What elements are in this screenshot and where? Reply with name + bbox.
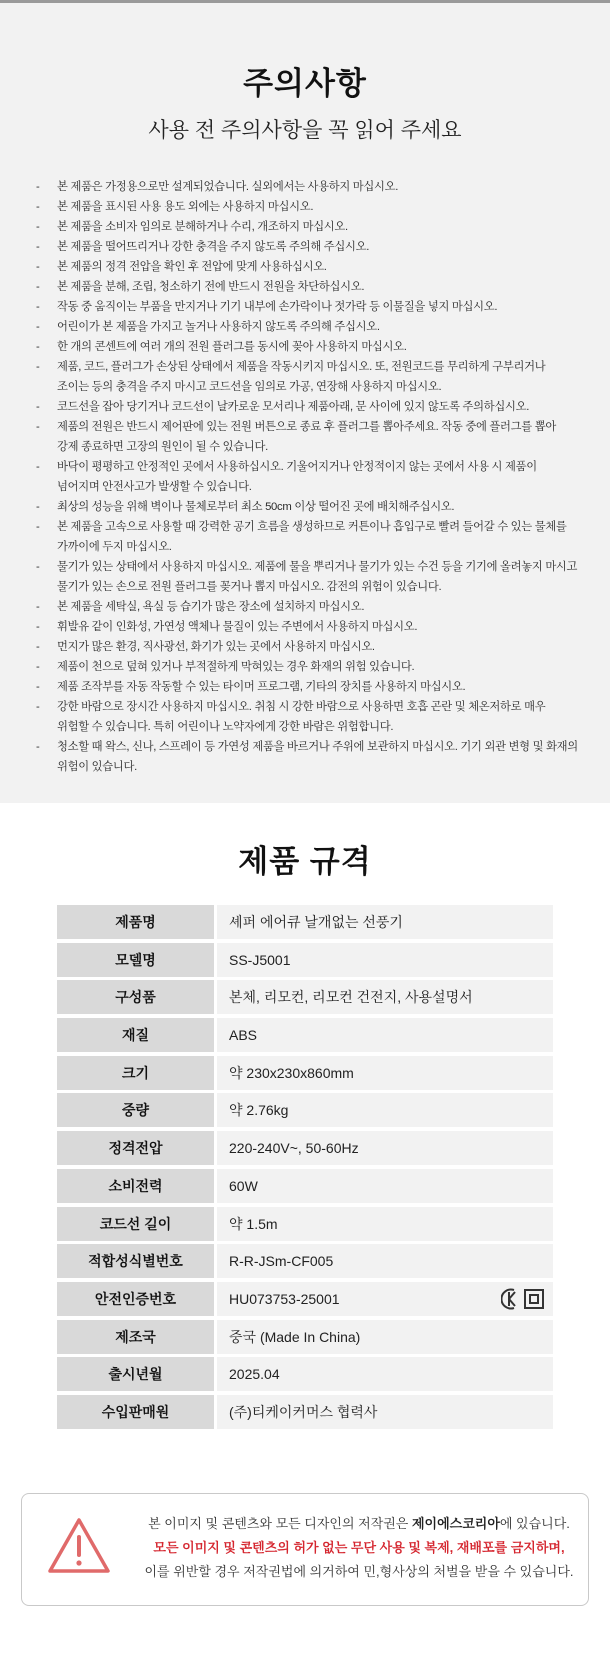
spec-value-text: 본체, 리모컨, 리모컨 건전지, 사용설명서: [229, 989, 473, 1006]
caution-item-text: 최상의 성능을 위해 벽이나 물체로부터 최소 50cm 이상 떨어진 곳에 배치해주십시오.: [57, 501, 455, 513]
spec-value: [217, 1093, 553, 1127]
spec-value-text: 220-240V~, 50-60Hz: [229, 1140, 359, 1157]
caution-bullet: -: [36, 241, 40, 253]
spec-value-text: 약 2.76kg: [229, 1102, 289, 1119]
spec-row: [57, 1169, 553, 1203]
caution-bullet: -: [36, 301, 40, 313]
spec-row: [57, 905, 553, 939]
caution-bullet: -: [36, 321, 40, 333]
spec-label: 적합성식별번호: [57, 1244, 214, 1278]
caution-item-text: 본 제품을 표시된 사용 용도 외에는 사용하지 마십시오.: [57, 201, 314, 213]
caution-item: [36, 337, 581, 357]
caution-bullet: -: [36, 361, 40, 373]
caution-item-text: 제품의 전원은 반드시 제어판에 있는 전원 버튼으로 종료 후 플러그를 뽑아주세요. 작동 중에 플러그를 뽑아 강제 종료하면 고장의 원인이 될 수 있습니다.: [57, 421, 556, 453]
spec-label: 중량: [57, 1093, 214, 1127]
caution-title: 주의사항: [243, 66, 367, 101]
caution-item: [36, 497, 581, 517]
spec-value: [217, 943, 553, 977]
caution-item-text: 코드선을 잡아 당기거나 코드선이 날카로운 모서리나 제품아래, 문 사이에 있지 않도록 주의하십시오.: [57, 401, 530, 413]
caution-bullet: -: [36, 281, 40, 293]
copyright-holder: 제이에스코리아: [411, 1516, 500, 1531]
caution-item: [36, 637, 581, 657]
spec-value: [217, 1395, 553, 1429]
spec-label: 재질: [57, 1018, 214, 1052]
spec-label: 모델명: [57, 943, 214, 977]
spec-label: 정격전압: [57, 1131, 214, 1165]
caution-item-text: 본 제품을 고속으로 사용할 때 강력한 공기 흐름을 생성하므로 커튼이나 흡입구로 빨려 들어갈 수 있는 물체를 가까이에 두지 마십시오.: [57, 521, 567, 553]
spec-value-text: 중국 (Made In China): [229, 1328, 361, 1345]
spec-value: [217, 1320, 553, 1354]
caution-bullet: -: [36, 501, 40, 513]
notice-line-3: 이를 위반할 경우 저작권법에 의거하여 민,형사상의 처벌을 받을 수 있습니다.: [144, 1564, 574, 1579]
caution-bullet: -: [36, 201, 40, 213]
caution-bullet: -: [36, 421, 40, 433]
spec-label: 제품명: [57, 905, 214, 939]
spec-value: [217, 1282, 553, 1316]
caution-list: [36, 177, 581, 777]
caution-bullet: -: [36, 621, 40, 633]
caution-item: [36, 297, 581, 317]
spec-row: [57, 1207, 553, 1241]
spec-value: [217, 1056, 553, 1090]
caution-bullet: -: [36, 181, 40, 193]
caution-item: [36, 397, 581, 417]
caution-item-text: 본 제품을 분해, 조립, 청소하기 전에 반드시 전원을 차단하십시오.: [57, 281, 365, 293]
caution-item-text: 제품 조작부를 자동 작동할 수 있는 타이머 프로그램, 기타의 장치를 사용하지 마십시오.: [57, 681, 466, 693]
caution-bullet: -: [36, 601, 40, 613]
spec-label: 제조국: [57, 1320, 214, 1354]
spec-row: [57, 1018, 553, 1052]
spec-row: [57, 1282, 553, 1316]
caution-bullet: -: [36, 661, 40, 673]
spec-row: [57, 1357, 553, 1391]
spec-value-text: 약 230x230x860mm: [229, 1064, 354, 1081]
caution-bullet: -: [36, 341, 40, 353]
caution-item: [36, 597, 581, 617]
caution-item: [36, 257, 581, 277]
spec-label: 안전인증번호: [57, 1282, 214, 1316]
spec-label: 수입판매원: [57, 1395, 214, 1429]
copyright-notice: [21, 1493, 589, 1606]
spec-row: [57, 1131, 553, 1165]
caution-item-text: 어린이가 본 제품을 가지고 놀거나 사용하지 않도록 주의해 주십시오.: [57, 321, 380, 333]
spec-value: [217, 1244, 553, 1278]
notice-line-1-part-c: 에 있습니다.: [499, 1516, 570, 1531]
caution-item: [36, 737, 581, 777]
spec-row: [57, 943, 553, 977]
spec-title: 제품 규격: [238, 844, 372, 879]
spec-row: [57, 1056, 553, 1090]
spec-row: [57, 1320, 553, 1354]
caution-item: [36, 317, 581, 337]
spec-label: 코드선 길이: [57, 1207, 214, 1241]
spec-label: 소비전력: [57, 1169, 214, 1203]
caution-item-text: 작동 중 움직이는 부품을 만지거나 기기 내부에 손가락이나 젓가락 등 이물질을 넣지 마십시오.: [57, 301, 498, 313]
spec-label: 출시년월: [57, 1357, 214, 1391]
caution-item-text: 본 제품의 정격 전압을 확인 후 전압에 맞게 사용하십시오.: [57, 261, 327, 273]
spec-table: [57, 905, 553, 1433]
spec-value-text: (주)티케이커머스 협력사: [229, 1403, 378, 1420]
caution-item-text: 바닥이 평평하고 안정적인 곳에서 사용하십시오. 기울어지거나 안정적이지 않는 곳에서 사용 시 제품이 넘어지며 안전사고가 발생할 수 있습니다.: [57, 461, 537, 493]
caution-item: [36, 197, 581, 217]
spec-value: [217, 1169, 553, 1203]
caution-bullet: -: [36, 641, 40, 653]
caution-item: [36, 657, 581, 677]
caution-item-text: 본 제품을 소비자 임의로 분해하거나 수리, 개조하지 마십시오.: [57, 221, 348, 233]
spec-value-text: 약 1.5m: [229, 1215, 278, 1232]
notice-line-2: 모든 이미지 및 콘텐츠의 허가 없는 무단 사용 및 복제, 재배포를 금지하며,: [153, 1540, 565, 1555]
caution-item-text: 본 제품을 떨어뜨리거나 강한 충격을 주지 않도록 주의해 주십시오.: [57, 241, 370, 253]
caution-item-text: 휘발유 같이 인화성, 가연성 액체나 물질이 있는 주변에서 사용하지 마십시오.: [57, 621, 418, 633]
caution-item: [36, 417, 581, 457]
caution-subtitle: 사용 전 주의사항을 꼭 읽어 주세요: [148, 119, 462, 142]
spec-value: [217, 1207, 553, 1241]
caution-item-text: 강한 바람으로 장시간 사용하지 마십시오. 취침 시 강한 바람으로 사용하면 호흡 곤란 및 체온저하로 매우 위험할 수 있습니다. 특히 어린이나 노약자에게 강한 바람은 위험합니다.: [57, 701, 546, 733]
caution-item-text: 제품이 천으로 덮혀 있거나 부적절하게 막혀있는 경우 화재의 위험 있습니다.: [57, 661, 415, 673]
caution-bullet: -: [36, 461, 40, 473]
warning-triangle-icon: [46, 1516, 112, 1576]
spec-row: [57, 1093, 553, 1127]
caution-item-text: 본 제품은 가정용으로만 설계되었습니다. 실외에서는 사용하지 마십시오.: [57, 181, 399, 193]
caution-item: [36, 217, 581, 237]
spec-value: [217, 1357, 553, 1391]
notice-line-1-part-a: 본 이미지 및 콘텐츠와 모든 디자인의 저작권은: [148, 1516, 412, 1531]
spec-value-text: HU073753-25001: [229, 1290, 340, 1307]
caution-bullet: -: [36, 681, 40, 693]
spec-value-text: 셰퍼 에어큐 날개없는 선풍기: [229, 914, 403, 930]
spec-label: 크기: [57, 1056, 214, 1090]
spec-value: [217, 905, 553, 939]
caution-item: [36, 357, 581, 397]
spec-value-text: 2025.04: [229, 1366, 280, 1383]
caution-section: [0, 3, 610, 803]
spec-value: [217, 1131, 553, 1165]
caution-bullet: -: [36, 561, 40, 573]
spec-value-text: 60W: [229, 1177, 258, 1194]
caution-bullet: -: [36, 261, 40, 273]
caution-item: [36, 617, 581, 637]
caution-item-text: 한 개의 콘센트에 여러 개의 전원 플러그를 동시에 꽂아 사용하지 마십시오.: [57, 341, 407, 353]
spec-value-text: SS-J5001: [229, 951, 291, 968]
caution-item: [36, 457, 581, 497]
spec-value-text: ABS: [229, 1027, 258, 1044]
caution-item-text: 청소할 때 왁스, 신나, 스프레이 등 가연성 제품을 바르거나 주위에 보관하지 마십시오. 기기 외관 변형 및 화재의 위험이 있습니다.: [57, 741, 578, 773]
caution-item: [36, 277, 581, 297]
caution-bullet: -: [36, 221, 40, 233]
caution-item: [36, 177, 581, 197]
caution-bullet: -: [36, 741, 40, 753]
spec-value: [217, 1018, 553, 1052]
notice-text: [139, 1512, 579, 1584]
spec-label: 구성품: [57, 980, 214, 1014]
spec-value-text: R-R-JSm-CF005: [229, 1253, 334, 1270]
spec-row: [57, 980, 553, 1014]
caution-item-text: 물기가 있는 상태에서 사용하지 마십시오. 제품에 물을 뿌리거나 물기가 있는 수건 등을 기기에 올려놓지 마시고 물기가 있는 손으로 전원 플러그를 꽂거나 뽑지 마십시오. 감전의 위험이 있습니다.: [57, 561, 578, 593]
spec-row: [57, 1395, 553, 1429]
spec-row: [57, 1244, 553, 1278]
caution-item-text: 본 제품을 세탁실, 욕실 등 습기가 많은 장소에 설치하지 마십시오.: [57, 601, 365, 613]
caution-item: [36, 697, 581, 737]
kc-certification-icon: [501, 1287, 547, 1311]
caution-item-text: 제품, 코드, 플러그가 손상된 상태에서 제품을 작동시키지 마십시오. 또, 전원코드를 무리하게 구부리거나 조이는 등의 충격을 주지 마시고 코드선을 임의로 가공, 연장해 사용하지 마십시오.: [57, 361, 546, 393]
caution-item-text: 먼지가 많은 환경, 직사광선, 화기가 있는 곳에서 사용하지 마십시오.: [57, 641, 375, 653]
notice-line-1: [139, 1512, 579, 1536]
caution-bullet: -: [36, 401, 40, 413]
caution-item: [36, 517, 581, 557]
spec-value: [217, 980, 553, 1014]
caution-bullet: -: [36, 701, 40, 713]
caution-item: [36, 677, 581, 697]
caution-item: [36, 557, 581, 597]
caution-bullet: -: [36, 521, 40, 533]
caution-item: [36, 237, 581, 257]
